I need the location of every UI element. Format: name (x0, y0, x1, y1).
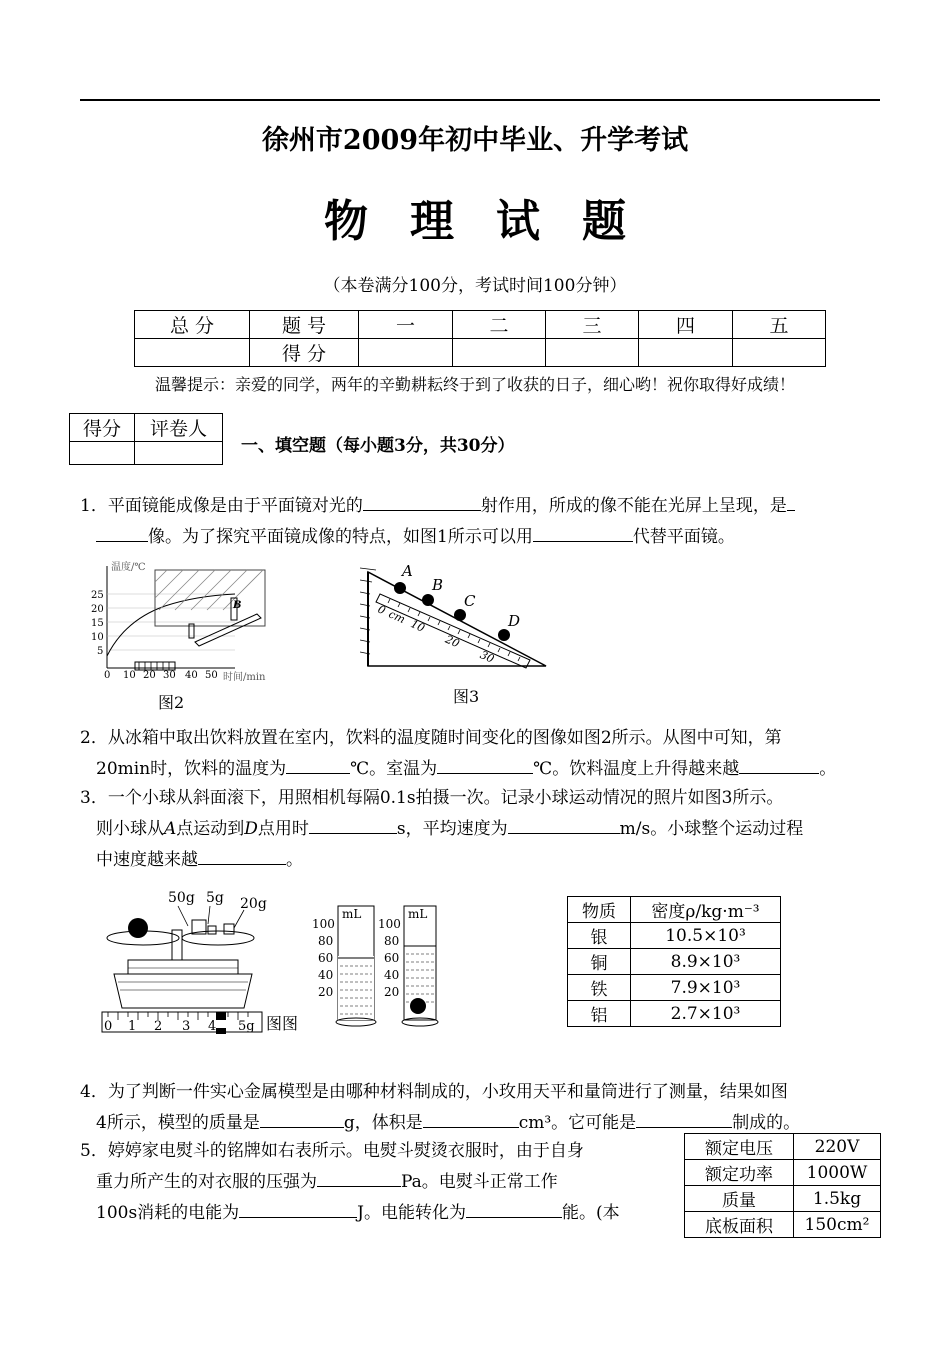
cylinder-tick: 100 (312, 917, 335, 931)
glass-plate-illustration (135, 570, 265, 670)
question-text: 射作用，所成的像不能在光屏上呈现，是 (480, 496, 787, 516)
question-text: 婷婷家电熨斗的铭牌如右表所示。电熨斗熨烫衣服时，由于自身 (107, 1141, 584, 1161)
scale-label: 0 (104, 1019, 113, 1034)
table-row (685, 1212, 881, 1238)
cylinder-tick: 80 (318, 934, 334, 948)
scale-label: 3 (182, 1019, 191, 1034)
grader-table (69, 413, 223, 465)
answer-blank[interactable] (423, 1107, 519, 1128)
figure-2-caption: 图2 (158, 693, 185, 712)
spec-label: 额定电压 (685, 1134, 794, 1160)
table-header: 物质 (568, 897, 631, 923)
score-entry[interactable] (453, 339, 546, 367)
question-text: ℃。室温为 (350, 759, 438, 779)
question-text: 平面镜能成像是由于平面镜对光的 (107, 496, 363, 516)
score-cell: 五 (733, 311, 826, 339)
material-cell: 铝 (568, 1001, 631, 1027)
top-rule (80, 99, 880, 101)
score-cell: 四 (639, 311, 733, 339)
subject-title: 物理试题 (324, 196, 668, 247)
scale-label: 5g (238, 1019, 255, 1034)
question-1 (80, 490, 890, 552)
cylinder-unit: mL (342, 907, 362, 921)
answer-blank[interactable] (260, 1107, 344, 1128)
question-3 (80, 783, 890, 875)
score-cell: 三 (546, 311, 639, 339)
spec-label: 额定功率 (685, 1160, 794, 1186)
point-label: D (244, 819, 258, 839)
table-row (568, 1001, 781, 1027)
material-cell: 银 (568, 923, 631, 949)
density-table (567, 896, 781, 1027)
material-cell: 铜 (568, 949, 631, 975)
question-2 (80, 723, 890, 784)
exam-title: 徐州市2009年初中毕业、升学考试 (261, 125, 689, 156)
answer-blank[interactable] (739, 753, 819, 774)
question-text: 能。(本 (562, 1203, 620, 1223)
cylinder-tick: 60 (318, 951, 334, 965)
ruler-label: 30 (478, 648, 497, 666)
y-axis-label: 温度/℃ (111, 562, 146, 573)
answer-blank[interactable] (787, 490, 795, 511)
answer-blank[interactable] (96, 521, 148, 542)
scale-label: 1 (128, 1019, 137, 1034)
grader-entry[interactable] (135, 442, 223, 465)
question-text: 像。为了探究平面镜成像的特点，如图1所示可以用 (148, 527, 533, 547)
question-5 (80, 1136, 680, 1228)
cylinder-tick: 20 (318, 985, 334, 999)
score-cell: 总 分 (135, 311, 250, 339)
x-tick: 40 (185, 670, 198, 681)
question-text: 为了判断一件实心金属模型是由哪种材料制成的，小玫用天平和量筒进行了测量，结果如图 (107, 1082, 788, 1102)
answer-blank[interactable] (533, 521, 633, 542)
answer-blank[interactable] (363, 490, 481, 511)
ruler-label: 10 (408, 617, 427, 635)
answer-blank[interactable] (636, 1107, 732, 1128)
score-entry[interactable] (359, 339, 453, 367)
density-cell: 7.9×10³ (631, 975, 781, 1001)
x-tick: 50 (205, 670, 218, 681)
answer-blank[interactable] (437, 753, 533, 774)
material-cell: 铁 (568, 975, 631, 1001)
table-row (568, 923, 781, 949)
answer-blank[interactable] (239, 1197, 357, 1218)
spec-value: 1000W (794, 1160, 881, 1186)
spec-value: 150cm² (794, 1212, 881, 1238)
question-number: 3． (80, 788, 108, 808)
point-b-label: B (432, 576, 444, 594)
cylinder-tick: 40 (384, 968, 400, 982)
question-number: 2． (80, 728, 108, 748)
scale-label: 4 (208, 1019, 217, 1034)
cylinder-tick: 80 (384, 934, 400, 948)
answer-blank[interactable] (286, 753, 350, 774)
question-text: g，体积是 (343, 1113, 423, 1133)
score-cell: 题 号 (250, 311, 359, 339)
question-number: 4． (80, 1082, 108, 1102)
question-text: J。电能转化为 (357, 1203, 466, 1223)
cylinder-left (312, 906, 376, 1026)
weight-label: 5g (206, 890, 224, 906)
spec-label: 底板面积 (685, 1212, 794, 1238)
table-row (685, 1134, 881, 1160)
question-text: 则小球从 (96, 819, 164, 839)
question-number: 1． (80, 496, 108, 516)
table-row (685, 1160, 881, 1186)
question-text: 制成的。 (732, 1113, 801, 1133)
point-d-label: D (508, 612, 521, 630)
y-tick: 15 (91, 618, 104, 629)
question-number: 5． (80, 1141, 108, 1161)
question-text: 从冰箱中取出饮料放置在室内，饮料的温度随时间变化的图像如图2所示。从图中可知，第 (107, 728, 782, 748)
question-text: ℃。饮料温度上升得越来越 (533, 759, 740, 779)
weight-label: 50g (168, 890, 195, 906)
cylinder-tick: 40 (318, 968, 334, 982)
candle-b-label: B (233, 600, 242, 611)
question-text: 4所示，模型的质量是 (96, 1113, 260, 1133)
score-table (134, 310, 826, 367)
y-tick: 20 (91, 604, 104, 615)
answer-blank[interactable] (508, 813, 620, 834)
cylinder-tick: 20 (384, 985, 400, 999)
question-text: Pa。电熨斗正常工作 (401, 1172, 558, 1192)
grader-cell: 评卷人 (135, 414, 223, 442)
grader-cell: 得分 (70, 414, 135, 442)
scale-label: 2 (154, 1019, 163, 1034)
question-text: 。 (819, 759, 837, 779)
question-text: 代替平面镜。 (632, 527, 735, 547)
weight-label: 20g (240, 896, 267, 912)
question-text: cm³。它可能是 (518, 1113, 637, 1133)
density-cell: 8.9×10³ (631, 949, 781, 975)
y-tick: 25 (91, 590, 104, 601)
score-entry[interactable] (639, 339, 733, 367)
y-tick: 5 (97, 646, 104, 657)
question-text: 20min时，饮料的温度为 (96, 759, 287, 779)
figure-4-balance (98, 886, 273, 1038)
answer-blank[interactable] (198, 844, 286, 865)
iron-nameplate-table (684, 1133, 881, 1238)
x-tick: 10 (123, 670, 136, 681)
answer-blank[interactable] (466, 1197, 562, 1218)
cylinder-right (378, 906, 438, 1026)
figure-3-incline (360, 560, 550, 670)
score-entry[interactable] (546, 339, 639, 367)
spec-label: 质量 (685, 1186, 794, 1212)
x-axis-label: 时间/min (223, 672, 266, 683)
spec-value: 1.5kg (794, 1186, 881, 1212)
question-text: 点用时 (257, 819, 309, 839)
cylinder-tick: 100 (378, 917, 401, 931)
x-tick: 0 (104, 670, 111, 681)
table-row (568, 975, 781, 1001)
question-text: 。 (286, 850, 303, 870)
table-row (568, 949, 781, 975)
spec-value: 220V (794, 1134, 881, 1160)
score-entry[interactable] (733, 339, 826, 367)
point-a-label: A (402, 562, 413, 580)
cylinder-tick: 60 (384, 951, 400, 965)
density-cell: 2.7×10³ (631, 1001, 781, 1027)
question-text: 一个小球从斜面滚下，用照相机每隔0.1s拍摄一次。记录小球运动情况的照片如图3所示。 (107, 788, 784, 808)
question-4 (80, 1077, 890, 1138)
score-cell: 一 (359, 311, 453, 339)
score-cell: 二 (453, 311, 546, 339)
point-c-label: C (464, 592, 476, 610)
ruler-label: 0 (375, 602, 388, 618)
warm-tip: 温馨提示：亲爱的同学，两年的辛勤耕耘终于到了收获的日子，细心哟！祝你取得好成绩！ (154, 375, 795, 394)
score-entry[interactable] (135, 339, 250, 367)
figure-4-caption: 图图 (266, 1014, 299, 1033)
question-text: 100s消耗的电能为 (96, 1203, 240, 1223)
question-text: 重力所产生的对衣服的压强为 (96, 1172, 317, 1192)
cylinder-unit: mL (408, 907, 428, 921)
figure-3-caption: 图3 (453, 687, 480, 706)
score-cell: 得 分 (250, 339, 359, 367)
answer-blank[interactable] (317, 1166, 401, 1187)
ruler-label: 20 (443, 632, 462, 651)
question-text: 点运动到 (176, 819, 245, 839)
question-text: 中速度越来越 (96, 850, 198, 870)
table-header: 密度ρ/kg·m⁻³ (631, 897, 781, 923)
figure-4-cylinders (308, 900, 443, 1030)
table-row (685, 1186, 881, 1212)
figure-2-graph (85, 556, 300, 686)
x-tick: 30 (163, 670, 176, 681)
grader-entry[interactable] (70, 442, 135, 465)
point-label: A (164, 819, 177, 839)
ruler-label: cm (386, 607, 408, 627)
question-text: s，平均速度为 (396, 819, 508, 839)
y-tick: 10 (91, 632, 104, 643)
section-1-title: 一、填空题（每小题3分，共30分） (241, 436, 515, 456)
question-text: m/s。小球整个运动过程 (619, 819, 804, 839)
x-tick: 20 (143, 670, 156, 681)
density-cell: 10.5×10³ (631, 923, 781, 949)
exam-note: （本卷满分100分，考试时间100分钟） (323, 276, 627, 296)
answer-blank[interactable] (309, 813, 397, 834)
